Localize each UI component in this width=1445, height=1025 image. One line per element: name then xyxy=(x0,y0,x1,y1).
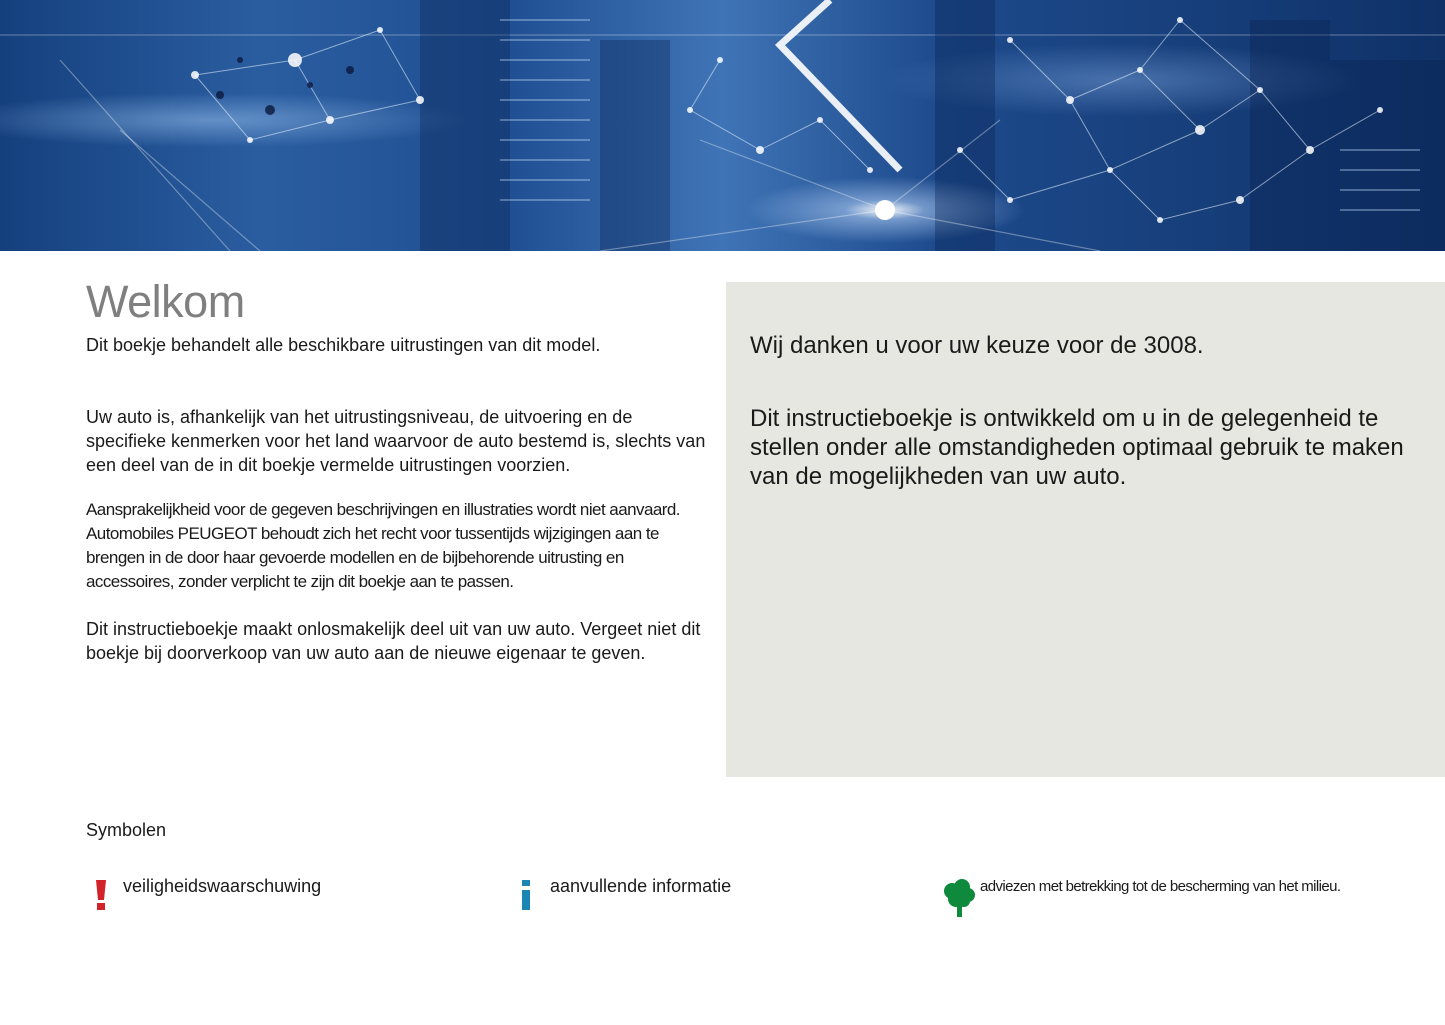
liability-paragraph: Aansprakelijkheid voor de gegeven beschrijvingen en illustraties wordt niet aanvaard. Automobiles PEUGEOT behoudt zich het recht voor tussentijds wijzigingen aan te brengen in de door haar gevoerde modellen en de bijbehorende uitrusting en accessoires, zonder verplicht te zijn dit boekje aan te passen. xyxy=(86,500,680,591)
symbol-info-label: aanvullende informatie xyxy=(550,876,732,896)
exclamation-icon xyxy=(92,878,110,912)
symbol-warning-label: veiligheidswaarschuwing xyxy=(123,876,322,896)
tree-icon xyxy=(942,878,976,918)
handover-paragraph: Dit instructieboekje maakt onlosmakelijk deel uit van uw auto. Vergeet niet dit boekje bij doorverkoop van uw auto aan de nieuwe eigenaar te geven. xyxy=(86,619,701,663)
network-graphic xyxy=(0,0,1445,251)
info-icon xyxy=(518,878,534,912)
intro-text: Dit boekje behandelt alle beschikbare uitrustingen van dit model. xyxy=(86,335,601,355)
page-title: Welkom xyxy=(86,276,245,327)
header-banner-image xyxy=(0,0,1445,251)
equipment-paragraph: Uw auto is, afhankelijk van het uitrustingsniveau, de uitvoering en de specifieke kenmerken voor het land waarvoor de auto bestemd is, slechts van een deel van de in dit boekje vermelde uitrustingen voorzien. xyxy=(86,407,706,475)
purpose-text: Dit instructieboekje is ontwikkeld om u in de gelegenheid te stellen onder alle omstandigheden optimaal gebruik te maken van de mogelijkheden van uw auto. xyxy=(750,405,1404,490)
thanks-text: Wij danken u voor uw keuze voor de 3008. xyxy=(750,332,1204,359)
info-panel xyxy=(726,282,1445,777)
symbols-heading: Symbolen xyxy=(86,820,167,840)
symbol-environment-label: adviezen met betrekking tot de bescherming van het milieu. xyxy=(980,878,1341,895)
